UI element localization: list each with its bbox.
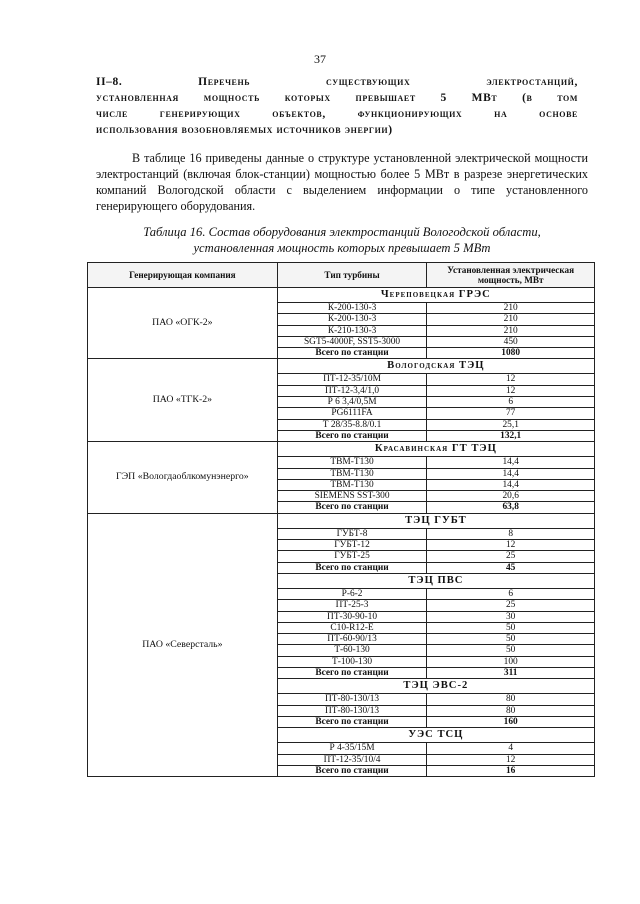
station-name: Череповецкая ГРЭС bbox=[277, 288, 594, 303]
capacity-cell: 50 bbox=[427, 645, 595, 656]
capacity-cell: 25 bbox=[427, 600, 595, 611]
header-capacity: Установленная электрическая мощность, МВт bbox=[427, 263, 595, 288]
turbine-cell: PG6111FA bbox=[277, 408, 427, 419]
turbine-cell: SGT5-4000F, SST5-3000 bbox=[277, 336, 427, 347]
turbine-cell: ГУБТ-8 bbox=[277, 528, 427, 539]
company-cell: ПАО «ТГК-2» bbox=[88, 359, 278, 442]
turbine-cell: Р 6 3,4/0,5М bbox=[277, 397, 427, 408]
table-header-row bbox=[88, 263, 595, 288]
capacity-cell: 6 bbox=[427, 588, 595, 599]
total-label: Всего по станции bbox=[277, 430, 427, 441]
company-cell: ПАО «ОГК-2» bbox=[88, 288, 278, 359]
turbine-cell: SIEMENS SST-300 bbox=[277, 491, 427, 502]
equipment-table bbox=[87, 262, 595, 777]
total-value: 1080 bbox=[427, 348, 595, 359]
turbine-cell: ПТ-12-35/10М bbox=[277, 374, 427, 385]
heading-line: числе генерирующих объектов, функционирующих на основе bbox=[96, 108, 578, 120]
capacity-cell: 14,4 bbox=[427, 457, 595, 468]
station-name: ТЭЦ ЭВС-2 bbox=[277, 679, 594, 694]
caption-line: Таблица 16. Состав оборудования электростанций Вологодской области, bbox=[143, 225, 541, 239]
total-value: 16 bbox=[427, 765, 595, 776]
total-label: Всего по станции bbox=[277, 348, 427, 359]
capacity-cell: 25,1 bbox=[427, 419, 595, 430]
turbine-cell: ТВМ-Т130 bbox=[277, 479, 427, 490]
capacity-cell: 12 bbox=[427, 754, 595, 765]
total-label: Всего по станции bbox=[277, 765, 427, 776]
total-label: Всего по станции bbox=[277, 716, 427, 727]
total-label: Всего по станции bbox=[277, 562, 427, 573]
heading-line: установленная мощность которых превышает 5 МВт (в том bbox=[96, 92, 578, 104]
heading-line: использования возобновляемых источников энергии) bbox=[96, 124, 393, 136]
capacity-cell: 50 bbox=[427, 622, 595, 633]
capacity-cell: 8 bbox=[427, 528, 595, 539]
capacity-cell: 20,6 bbox=[427, 491, 595, 502]
turbine-cell: ПТ-25-3 bbox=[277, 600, 427, 611]
capacity-cell: 80 bbox=[427, 694, 595, 705]
station-name: Красавинская ГТ ТЭЦ bbox=[277, 442, 594, 457]
total-value: 63,8 bbox=[427, 502, 595, 513]
capacity-cell: 210 bbox=[427, 303, 595, 314]
page-number: 37 bbox=[314, 52, 326, 66]
heading-line: II–8. Перечень существующих электростанций, bbox=[96, 76, 578, 88]
turbine-cell: C10-R12-E bbox=[277, 622, 427, 633]
turbine-cell: ПТ-80-130/13 bbox=[277, 694, 427, 705]
header-turbine: Тип турбины bbox=[277, 263, 427, 288]
header-company: Генерирующая компания bbox=[88, 263, 278, 288]
total-value: 311 bbox=[427, 668, 595, 679]
turbine-cell: ПТ-60-90/13 bbox=[277, 634, 427, 645]
capacity-cell: 4 bbox=[427, 743, 595, 754]
capacity-cell: 210 bbox=[427, 314, 595, 325]
turbine-cell: Т 28/35-8.8/0.1 bbox=[277, 419, 427, 430]
caption-line: установленная мощность которых превышает 5 МВт bbox=[193, 241, 491, 255]
turbine-cell: ПТ-80-130/13 bbox=[277, 705, 427, 716]
turbine-cell: Р-6-2 bbox=[277, 588, 427, 599]
capacity-cell: 12 bbox=[427, 540, 595, 551]
total-label: Всего по станции bbox=[277, 502, 427, 513]
station-row bbox=[88, 442, 595, 457]
capacity-cell: 14,4 bbox=[427, 479, 595, 490]
table-caption bbox=[96, 224, 588, 256]
capacity-cell: 30 bbox=[427, 611, 595, 622]
turbine-cell: ПТ-30-90-10 bbox=[277, 611, 427, 622]
station-name: Вологодская ТЭЦ bbox=[277, 359, 594, 374]
total-value: 132,1 bbox=[427, 430, 595, 441]
station-name: ТЭЦ ГУБТ bbox=[277, 513, 594, 528]
turbine-cell: ТВМ-Т130 bbox=[277, 457, 427, 468]
intro-paragraph: В таблице 16 приведены данные о структуре установленной электрической мощности электростанций (включая блок-станции) мощностью более 5 МВт в разрезе энергетических компаний Вологодской области с выделением информации о типе установленного генерирующего оборудования. bbox=[96, 151, 588, 213]
capacity-cell: 210 bbox=[427, 325, 595, 336]
turbine-cell: ПТ-12-3,4/1,0 bbox=[277, 385, 427, 396]
station-row bbox=[88, 359, 595, 374]
turbine-cell: ГУБТ-25 bbox=[277, 551, 427, 562]
capacity-cell: 100 bbox=[427, 656, 595, 667]
company-cell: ГЭП «Вологдаоблкомунэнерго» bbox=[88, 442, 278, 513]
capacity-cell: 12 bbox=[427, 385, 595, 396]
turbine-cell: К-210-130-3 bbox=[277, 325, 427, 336]
capacity-cell: 14,4 bbox=[427, 468, 595, 479]
total-value: 45 bbox=[427, 562, 595, 573]
capacity-cell: 12 bbox=[427, 374, 595, 385]
turbine-cell: Т-100-130 bbox=[277, 656, 427, 667]
turbine-cell: Р 4-35/15М bbox=[277, 743, 427, 754]
section-heading bbox=[96, 74, 578, 138]
total-value: 160 bbox=[427, 716, 595, 727]
turbine-cell: ПТ-12-35/10/4 bbox=[277, 754, 427, 765]
station-row bbox=[88, 288, 595, 303]
turbine-cell: ГУБТ-12 bbox=[277, 540, 427, 551]
capacity-cell: 77 bbox=[427, 408, 595, 419]
capacity-cell: 6 bbox=[427, 397, 595, 408]
turbine-cell: К-200-130-3 bbox=[277, 303, 427, 314]
total-label: Всего по станции bbox=[277, 668, 427, 679]
capacity-cell: 450 bbox=[427, 336, 595, 347]
turbine-cell: К-200-130-3 bbox=[277, 314, 427, 325]
company-cell: ПАО «Северсталь» bbox=[88, 513, 278, 776]
station-name: УЭС ТСЦ bbox=[277, 728, 594, 743]
capacity-cell: 25 bbox=[427, 551, 595, 562]
station-name: ТЭЦ ПВС bbox=[277, 573, 594, 588]
turbine-cell: Т-60-130 bbox=[277, 645, 427, 656]
capacity-cell: 50 bbox=[427, 634, 595, 645]
turbine-cell: ТВМ-Т130 bbox=[277, 468, 427, 479]
capacity-cell: 80 bbox=[427, 705, 595, 716]
station-row bbox=[88, 513, 595, 528]
table-body bbox=[88, 288, 595, 777]
